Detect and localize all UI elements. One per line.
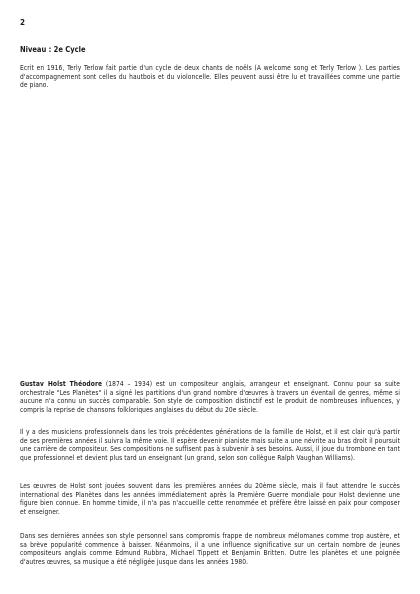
bio-paragraph-3: Les œuvres de Holst sont jouées souvent dans les premières années du 20ème siècle, mais il faut attendre le succès international des Planètes dans les années immédiatement après la Première Guerre mondiale pour Holst devienne une figure bien connue. En homme timide, il n'a pas n'accueille cette renommée et préfère être laissé en paix pour composer et enseigner. — [20, 482, 400, 516]
bio-paragraph-2: Il y a des musiciens professionnels dans les trois précédentes générations de la famille de Holst, et il est clair qu'à partir de ses premières années il suivra la même voie. Il espère devenir pianiste mais suite a une névrite au bras droit il poursuit une carrière de compositeur. Ses compositions ne suffisent pas à subvenir à ses besoins. Aussi, il joue du trombone en tant que professionnel et devient plus tard un enseignant (un grand, selon son collègue Ralph Vaughan Williams). — [20, 428, 400, 462]
intro-paragraph: Ecrit en 1916, Terly Terlow fait partie d'un cycle de deux chants de noëls (A welcome song et Terly Terlow ). Les parties d'accompagnement sont celles du hautbois et du violoncelle. Elles peuvent aussi être lu et travaillées comme une partie de piano. — [20, 64, 400, 90]
bio-paragraph-4: Dans ses dernières années son style personnel sans compromis frappe de nombreux mélomanes comme trop austère, et sa brève popularité commence à baisser. Néanmoins, il a une influence significative sur un certain nombre de jeunes compositeurs anglais comme Edmund Rubbra, Michael Tippett et Benjamin Britten. Outre les planètes et une poignée d'autres œuvres, sa musique a été négligée jusque dans les années 1980. — [20, 532, 400, 566]
bio-paragraph-1-text: (1874 – 1934) est un compositeur anglais, arrangeur et enseignant. Connu pour sa suite orchestrale "Les Planètes" il a signé les partitions d'un grand nombre d'œuvres à travers un éventail de genres, même si aucune n'a connu un succès comparable. Son style de composition distinctif est le produit de nombreuses influences, y compris la reprise de chansons folkloriques anglaises du début du 20e siècle. — [20, 380, 400, 414]
level-heading: Niveau : 2e Cycle — [20, 45, 86, 54]
composer-name: Gustav Holst Théodore — [20, 380, 103, 388]
page-number: 2 — [20, 18, 26, 27]
bio-paragraph-1 — [20, 380, 400, 414]
